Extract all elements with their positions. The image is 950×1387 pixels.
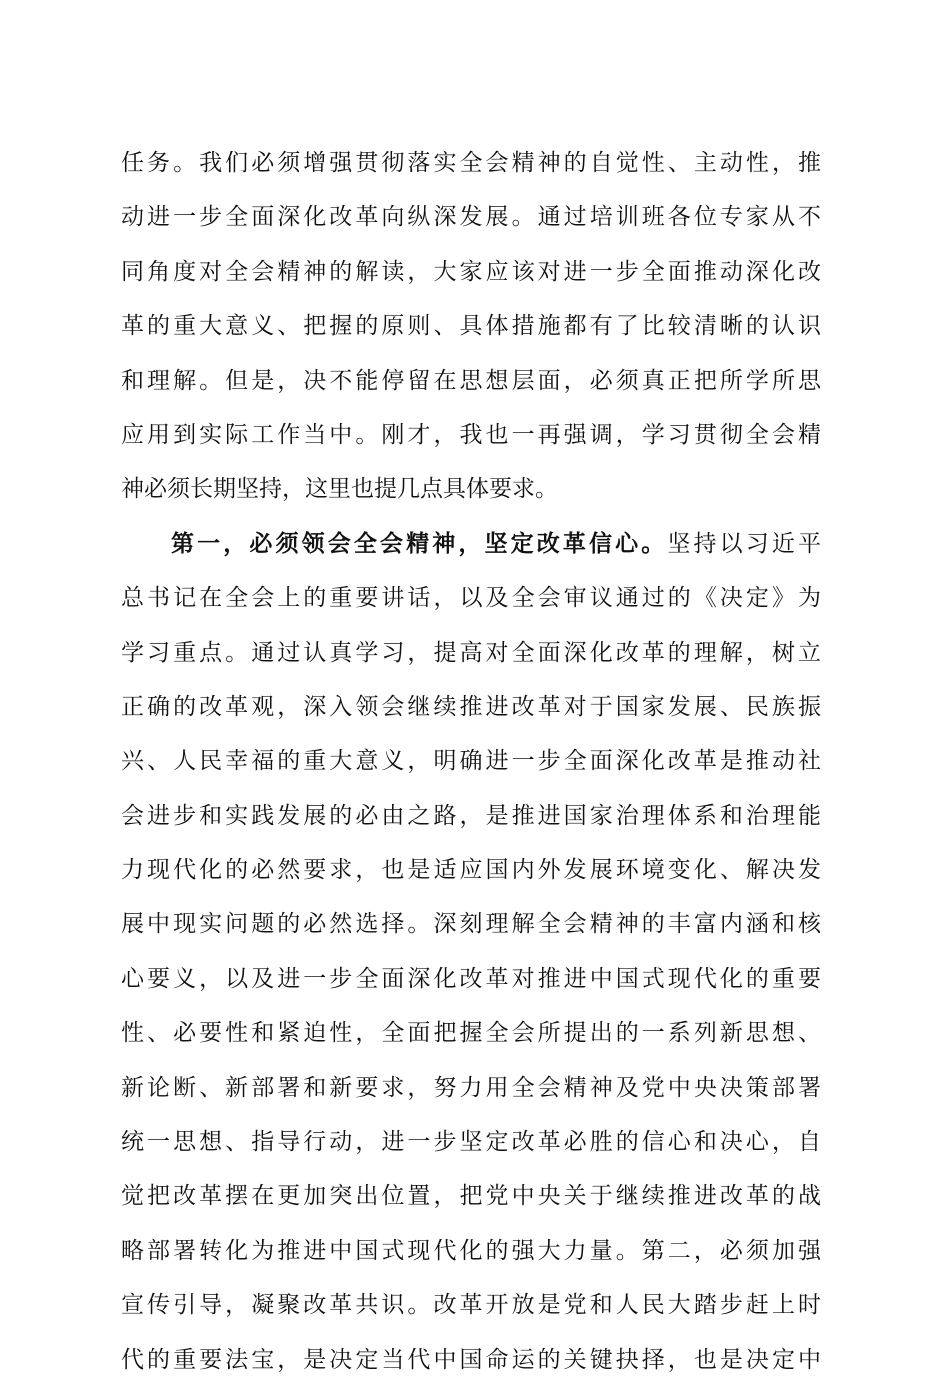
paragraph-first-requirement [121,517,821,1387]
paragraph-intro [121,136,821,517]
text-line: 代的重要法宝，是决定当代中国命运的关键抉择，也是决定中 [121,1346,821,1373]
text-line: 会进步和实践发展的必由之路，是推进国家治理体系和治理能 [121,802,821,829]
text-line: 同角度对全会精神的解读，大家应该对进一步全面推动深化改 [121,258,821,285]
paragraph-first-line [121,517,821,571]
text-line: 心要义，以及进一步全面深化改革对推进中国式现代化的重要 [121,965,821,992]
text-line: 和理解。但是，决不能停留在思想层面，必须真正把所学所思 [121,367,821,394]
section-heading: 第一，必须领会全会精神，坚定改革信心。 [171,529,668,557]
document-body [121,136,821,1387]
text-line: 兴、人民幸福的重大意义，明确进一步全面深化改革是推动社 [121,748,821,775]
text-line: 学习重点。通过认真学习，提高对全面深化改革的理解，树立 [121,639,821,666]
text-line: 力现代化的必然要求，也是适应国内外发展环境变化、解决发 [121,857,821,884]
text-line: 总书记在全会上的重要讲话，以及全会审议通过的《决定》为 [121,585,821,612]
text-line: 展中现实问题的必然选择。深刻理解全会精神的丰富内涵和核 [121,911,821,938]
text-line: 任务。我们必须增强贯彻落实全会精神的自觉性、主动性，推 [121,150,821,176]
text-line: 统一思想、指导行动，进一步坚定改革必胜的信心和决心，自 [121,1129,821,1156]
text-line: 新论断、新部署和新要求，努力用全会精神及党中央决策部署 [121,1074,821,1101]
text-line: 动进一步全面深化改革向纵深发展。通过培训班各位专家从不 [121,204,821,231]
text-line: 革的重大意义、把握的原则、具体措施都有了比较清晰的认识 [121,313,821,340]
text-line: 应用到实际工作当中。刚才，我也一再强调，学习贯彻全会精 [121,421,821,448]
text-line: 神必须长期坚持，这里也提几点具体要求。 [121,476,558,503]
text-line: 正确的改革观，深入领会继续推进改革对于国家发展、民族振 [121,693,821,720]
text-run: 坚持以习近平 [667,530,821,557]
text-line: 略部署转化为推进中国式现代化的强大力量。第二，必须加强 [121,1237,821,1264]
text-line: 觉把改革摆在更加突出位置，把党中央关于继续推进改革的战 [121,1183,821,1210]
text-line: 性、必要性和紧迫性，全面把握全会所提出的一系列新思想、 [121,1020,821,1047]
text-line: 宣传引导，凝聚改革共识。改革开放是党和人民大踏步赶上时 [121,1292,821,1319]
